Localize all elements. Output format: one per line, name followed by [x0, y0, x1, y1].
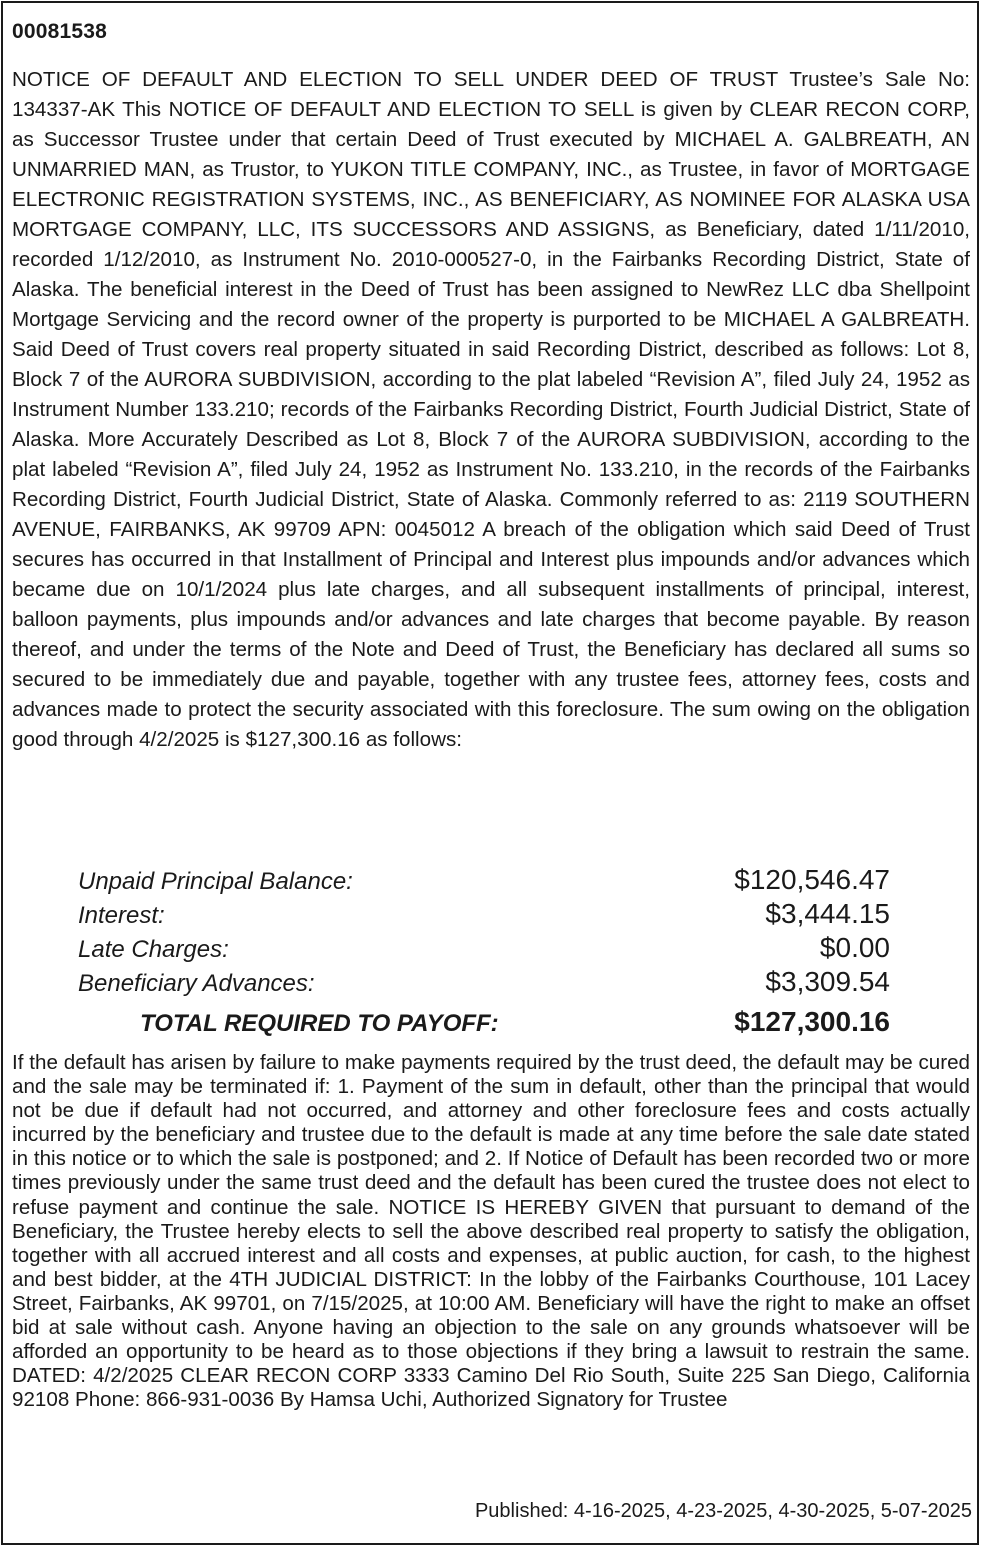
principal-amount: $120,546.47 — [734, 864, 890, 895]
late-charges-row — [78, 932, 890, 966]
advances-label: Beneficiary Advances: — [78, 970, 315, 997]
advances-amount: $3,309.54 — [765, 966, 890, 997]
principal-label: Unpaid Principal Balance: — [78, 868, 353, 895]
interest-row — [78, 898, 890, 932]
late-charges-label: Late Charges: — [78, 936, 229, 963]
payoff-breakdown — [78, 864, 890, 1042]
ad-number: 00081538 — [12, 20, 108, 43]
interest-label: Interest: — [78, 902, 165, 929]
interest-amount: $3,444.15 — [765, 898, 890, 929]
principal-row — [78, 864, 890, 898]
total-amount: $127,300.16 — [734, 1006, 890, 1037]
total-row — [78, 1006, 890, 1042]
advances-row — [78, 966, 890, 1000]
cure-and-sale-paragraph: If the default has arisen by failure to make payments required by the trust deed, the default may be cured and the sale may be terminated if: 1. Payment of the sum in default, other than the principal that would not be due if default had not occurred, and attorney and other foreclosure fees and costs actually incurred by the beneficiary and trustee due to the default is made at any time before the sale date stated in this notice or to which the sale is postponed; and 2. If Notice of Default has been recorded two or more times previously under the same trust deed and the default has been cured the trustee does not elect to refuse payment and continue the sale. NOTICE IS HEREBY GIVEN that pursuant to demand of the Beneficiary, the Trustee hereby elects to sell the above described real property to satisfy the obligation, together with all accrued interest and all costs and expenses, at public auction, for cash, to the highest and best bidder, at the 4TH JUDICIAL DISTRICT: In the lobby of the Fairbanks Courthouse, 101 Lacey Street, Fairbanks, AK 99701, on 7/15/2025, at 10:00 AM. Beneficiary will have the right to make an offset bid at sale without cash. Anyone having an objection to the sale on any grounds whatsoever will be afforded an opportunity to be heard as to those objections if they bring a lawsuit to restrain the same. DATED: 4/2/2025 CLEAR RECON CORP 3333 Camino Del Rio South, Suite 225 San Diego, California 92108 Phone: 866-931-0036 By Hamsa Uchi, Authorized Signatory for Trustee — [12, 1051, 970, 1412]
published-dates: Published: 4-16-2025, 4-23-2025, 4-30-2025, 5-07-2025 — [474, 1500, 972, 1522]
notice-body-paragraph: NOTICE OF DEFAULT AND ELECTION TO SELL UNDER DEED OF TRUST Trustee’s Sale No: 134337-AK This NOTICE OF DEFAULT AND ELECTION TO SELL is given by CLEAR RECON CORP, as Successor Trustee under that certain Deed of Trust executed by MICHAEL A. GALBREATH, AN UNMARRIED MAN, as Trustor, to YUKON TITLE COMPANY, INC., as Trustee, in favor of MORTGAGE ELECTRONIC REGISTRATION SYSTEMS, INC., AS BENEFICIARY, AS NOMINEE FOR ALASKA USA MORTGAGE COMPANY, LLC, ITS SUCCESSORS AND ASSIGNS, as Beneficiary, dated 1/11/2010, recorded 1/12/2010, as Instrument No. 2010-000527-0, in the Fairbanks Recording District, State of Alaska. The beneficial interest in the Deed of Trust has been assigned to NewRez LLC dba Shellpoint Mortgage Servicing and the record owner of the property is purported to be MICHAEL A GALBREATH. Said Deed of Trust covers real property situated in said Recording District, described as follows: Lot 8, Block 7 of the AURORA SUBDIVISION, according to the plat labeled “Revision A”, filed July 24, 1952 as Instrument Number 133.210; records of the Fairbanks Recording District, Fourth Judicial District, State of Alaska. More Accurately Described as Lot 8, Block 7 of the AURORA SUBDIVISION, according to the plat labeled “Revision A”, filed July 24, 1952 as Instrument No. 133.210, in the records of the Fairbanks Recording District, Fourth Judicial District, State of Alaska. Commonly referred to as: 2119 SOUTHERN AVENUE, FAIRBANKS, AK 99709 APN: 0045012 A breach of the obligation which said Deed of Trust secures has occurred in that Installment of Principal and Interest plus impounds and/or advances which became due on 10/1/2024 plus late charges, and all subsequent installments of principal, interest, balloon payments, plus impounds and/or advances and late charges that become payable. By reason thereof, and under the terms of the Note and Deed of Trust, the Beneficiary has declared all sums so secured to be immediately due and payable, together with any trustee fees, attorney fees, costs and advances made to protect the security associated with this foreclosure. The sum owing on the obligation good through 4/2/2025 is $127,300.16 as follows: — [12, 68, 970, 751]
late-charges-amount: $0.00 — [819, 932, 890, 963]
total-label: TOTAL REQUIRED TO PAYOFF: — [140, 1010, 499, 1037]
